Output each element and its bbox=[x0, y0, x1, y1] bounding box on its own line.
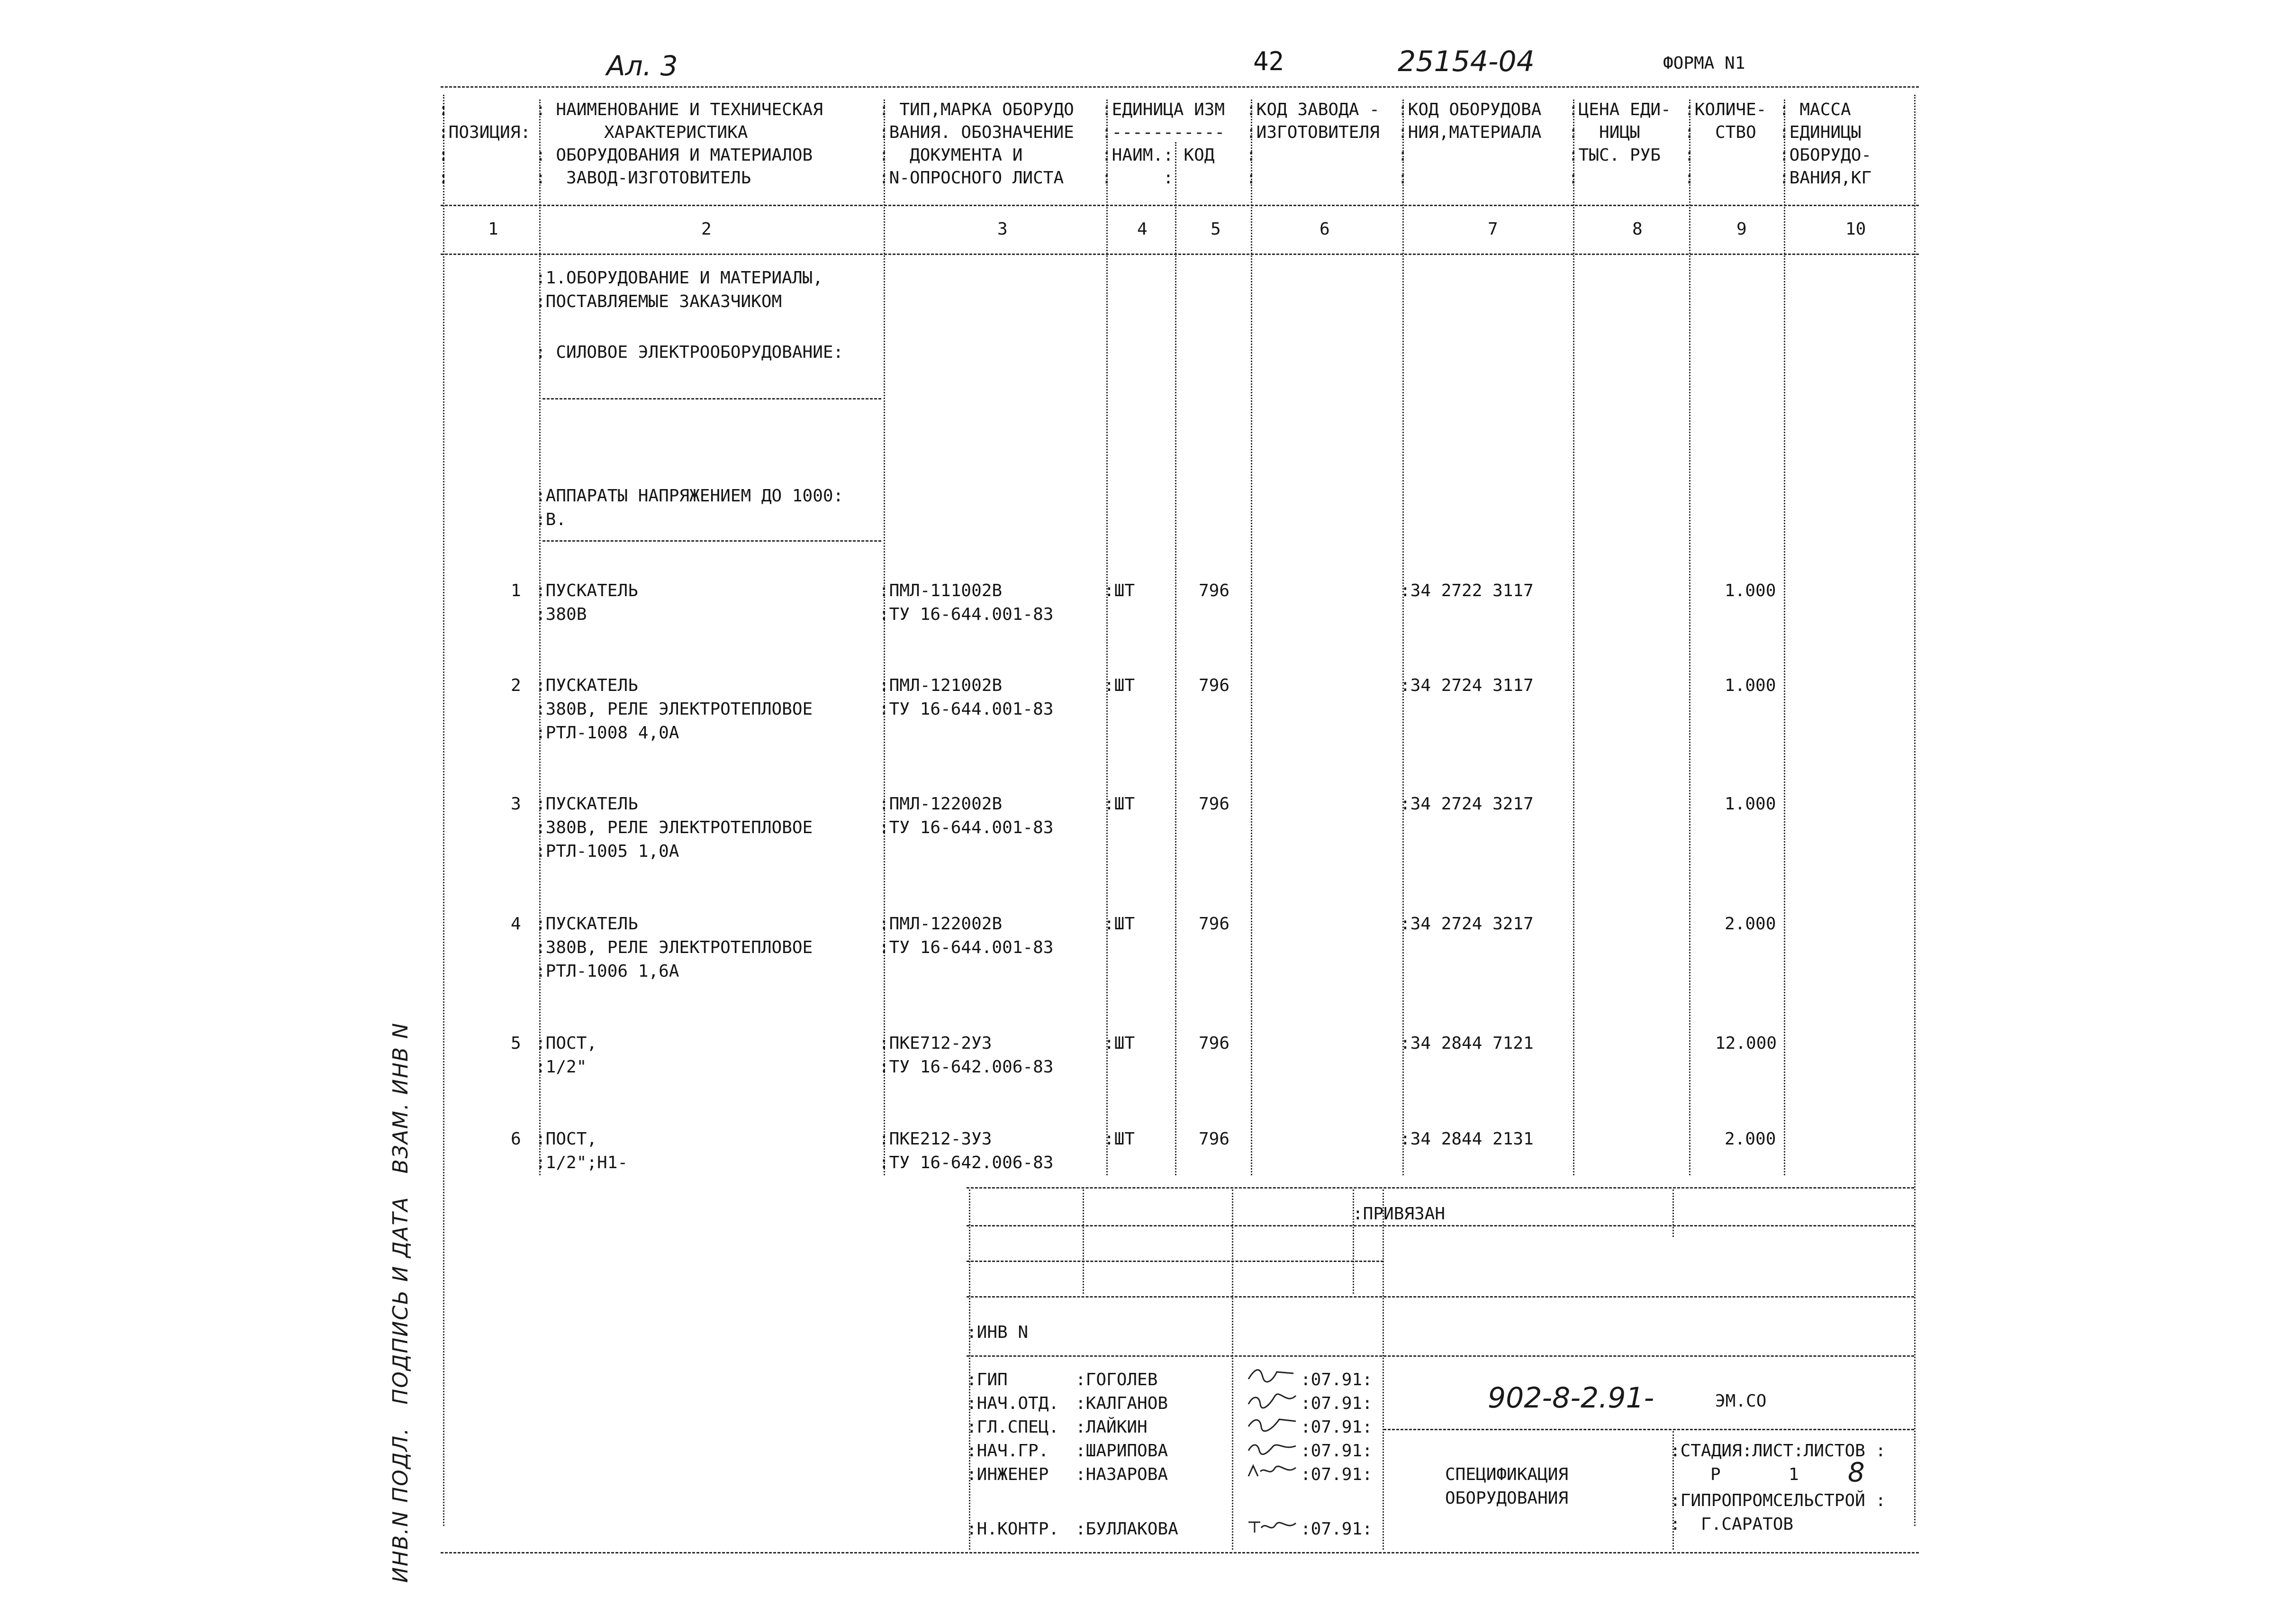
project-designation: 902-8-2.91- bbox=[1488, 1381, 1654, 1415]
col7-header-line: :КОД ОБОРУДОВА bbox=[1398, 100, 1542, 119]
cell-quantity: 2.000 bbox=[1725, 1129, 1776, 1149]
cell-type: :ПКЕ212-3У3 bbox=[879, 1129, 992, 1149]
cell-quantity: 1.000 bbox=[1725, 676, 1776, 695]
col10-header-line: :ВАНИЯ,КГ bbox=[1779, 168, 1872, 188]
cell-name: :380В, РЕЛЕ ЭЛЕКТРОТЕПЛОВОЕ bbox=[535, 938, 813, 957]
col2-header-line: : ЗАВОД-ИЗГОТОВИТЕЛЬ bbox=[535, 168, 751, 188]
col-num: 5 bbox=[1211, 219, 1221, 239]
cell-name: :ПУСКАТЕЛЬ bbox=[535, 794, 638, 814]
document-title: ОБОРУДОВАНИЯ bbox=[1445, 1489, 1569, 1508]
col4-header-line: : : bbox=[1102, 168, 1174, 188]
sheets-value: 8 bbox=[1848, 1457, 1865, 1488]
col2-header-line: : НАИМЕНОВАНИЕ И ТЕХНИЧЕСКАЯ bbox=[535, 100, 823, 119]
signature-mark bbox=[1246, 1438, 1298, 1457]
top-rule bbox=[441, 86, 1919, 88]
signature-mark bbox=[1246, 1391, 1298, 1410]
stamp-rule bbox=[1383, 1429, 1914, 1430]
attached-label: :ПРИВЯЗАН bbox=[1353, 1204, 1446, 1224]
cell-name: :380В bbox=[535, 605, 587, 624]
sign-date: :07.91: bbox=[1301, 1417, 1373, 1437]
col3-header-line: :ВАНИЯ. ОБОЗНАЧЕНИЕ bbox=[879, 123, 1074, 142]
project-designation-suffix: ЭМ.СО bbox=[1715, 1391, 1767, 1411]
col-num: 6 bbox=[1320, 219, 1330, 239]
col-num: 10 bbox=[1845, 219, 1866, 239]
col8-header-line: : НИЦЫ bbox=[1568, 123, 1640, 142]
cell-type: :ТУ 16-644.001-83 bbox=[879, 938, 1054, 957]
cell-name: :380В, РЕЛЕ ЭЛЕКТРОТЕПЛОВОЕ bbox=[535, 699, 813, 719]
col-sep bbox=[1784, 100, 1785, 1175]
document-title: СПЕЦИФИКАЦИЯ bbox=[1445, 1465, 1569, 1484]
inventory-label: :ИНВ N bbox=[967, 1323, 1029, 1342]
cell-unit-code: 796 bbox=[1199, 581, 1230, 600]
signature-mark bbox=[1246, 1462, 1298, 1481]
col3-header-line: : ДОКУМЕНТА И bbox=[879, 145, 1023, 165]
col-sep bbox=[1573, 100, 1574, 1175]
role-label: :Н.КОНТР. bbox=[967, 1519, 1059, 1539]
sign-date: :07.91: bbox=[1301, 1519, 1373, 1539]
col-num: 7 bbox=[1488, 219, 1498, 239]
section-rule bbox=[542, 398, 881, 400]
role-label: :ИНЖЕНЕР bbox=[967, 1465, 1049, 1484]
cell-unit-code: 796 bbox=[1199, 794, 1230, 814]
cell-type: :ТУ 16-642.006-83 bbox=[879, 1153, 1054, 1172]
stamp-sep bbox=[1232, 1189, 1233, 1550]
col2-header-line: : ОБОРУДОВАНИЯ И МАТЕРИАЛОВ bbox=[535, 145, 813, 165]
city: : Г.САРАТОВ bbox=[1670, 1515, 1794, 1534]
cell-type: :ТУ 16-644.001-83 bbox=[879, 818, 1054, 837]
cell-name: :РТЛ-1005 1,0А bbox=[535, 842, 679, 861]
album-label: Ал. 3 bbox=[606, 50, 678, 82]
cell-name: :ПУСКАТЕЛЬ bbox=[535, 581, 638, 600]
cell-equip-code: :34 2724 3217 bbox=[1400, 914, 1534, 934]
cell-equip-code: :34 2722 3117 bbox=[1400, 581, 1534, 600]
col4-header-line: :ЕДИНИЦА ИЗМ bbox=[1102, 100, 1225, 119]
cell-name: :ПОСТ, bbox=[535, 1034, 597, 1053]
col4-header-line: :НАИМ.: КОД bbox=[1102, 145, 1215, 165]
col-num: 4 bbox=[1137, 219, 1148, 239]
cell-unit-code: 796 bbox=[1199, 676, 1230, 695]
stamp-sep bbox=[1083, 1189, 1084, 1294]
role-label: :ГЛ.СПЕЦ. bbox=[967, 1417, 1059, 1437]
stamp-rule bbox=[967, 1355, 1914, 1357]
col3-header-line: :N-ОПРОСНОГО ЛИСТА bbox=[879, 168, 1064, 188]
cell-position: 4 bbox=[511, 914, 521, 934]
cell-quantity: 1.000 bbox=[1725, 581, 1776, 600]
cell-name: :1/2" bbox=[535, 1057, 587, 1077]
col-num: 2 bbox=[701, 219, 712, 239]
col7-header-line: : bbox=[1398, 168, 1408, 188]
sign-date: :07.91: bbox=[1301, 1465, 1373, 1484]
cell-type: :ТУ 16-642.006-83 bbox=[879, 1057, 1054, 1077]
signature-mark bbox=[1246, 1365, 1298, 1384]
col1-header-line: : bbox=[438, 145, 449, 165]
col-sep bbox=[539, 100, 541, 1175]
col1-header-line: : bbox=[438, 100, 449, 119]
cell-name: :РТЛ-1006 1,6А bbox=[535, 962, 679, 981]
section-title: :ПОСТАВЛЯЕМЫЕ ЗАКАЗЧИКОМ bbox=[535, 292, 782, 311]
side-stamp-text: ИНВ.N ПОДЛ. ПОДПИСЬ И ДАТА ВЗАМ. ИНВ N bbox=[389, 1022, 413, 1583]
cell-type: :ТУ 16-644.001-83 bbox=[879, 605, 1054, 624]
cell-unit-code: 796 bbox=[1199, 914, 1230, 934]
sign-date: :07.91: bbox=[1301, 1441, 1373, 1461]
col6-header-line: : bbox=[1246, 145, 1256, 165]
cell-position: 6 bbox=[511, 1129, 521, 1149]
cell-name: :ПУСКАТЕЛЬ bbox=[535, 914, 638, 934]
col-sep bbox=[1689, 100, 1690, 1175]
col9-header-line: : СТВО bbox=[1684, 123, 1756, 142]
section-rule bbox=[542, 540, 881, 542]
person-name: :ШАРИПОВА bbox=[1076, 1441, 1168, 1461]
cell-position: 3 bbox=[511, 794, 521, 814]
right-border bbox=[1914, 95, 1916, 1526]
col8-header-line: :ЦЕНА ЕДИ- bbox=[1568, 100, 1671, 119]
role-label: :НАЧ.ГР. bbox=[967, 1441, 1049, 1461]
col-num: 9 bbox=[1736, 219, 1747, 239]
stage-value: Р bbox=[1710, 1465, 1721, 1484]
col-num: 8 bbox=[1632, 219, 1643, 239]
section-title: :В. bbox=[535, 510, 567, 529]
colnum-rule bbox=[441, 254, 1919, 255]
col9-header-line: :КОЛИЧЕ- bbox=[1684, 100, 1767, 119]
person-name: :КАЛГАНОВ bbox=[1076, 1394, 1168, 1413]
stamp-rule bbox=[967, 1296, 1914, 1298]
col9-header-line: : bbox=[1684, 168, 1695, 188]
col4-header-line: :----------- bbox=[1102, 123, 1225, 142]
signature-mark bbox=[1246, 1415, 1298, 1434]
cell-unit: :ШТ bbox=[1104, 914, 1135, 934]
col-num: 1 bbox=[488, 219, 498, 239]
col-sep bbox=[1175, 142, 1176, 1175]
sign-date: :07.91: bbox=[1301, 1370, 1373, 1389]
cell-name: :ПОСТ, bbox=[535, 1129, 597, 1149]
cell-equip-code: :34 2844 7121 bbox=[1400, 1034, 1534, 1053]
stamp-rule bbox=[967, 1187, 1914, 1189]
cell-name: :РТЛ-1008 4,0А bbox=[535, 723, 679, 743]
sign-date: :07.91: bbox=[1301, 1394, 1373, 1413]
col-sep bbox=[884, 100, 885, 1175]
person-name: :ГОГОЛЕВ bbox=[1076, 1370, 1158, 1389]
col8-header-line: :ТЫС. РУБ bbox=[1568, 145, 1661, 165]
person-name: :НАЗАРОВА bbox=[1076, 1465, 1168, 1484]
cell-type: :ПМЛ-122002В bbox=[879, 794, 1003, 814]
cell-unit-code: 796 bbox=[1199, 1129, 1230, 1149]
organization: :ГИПРОПРОМСЕЛЬСТРОЙ : bbox=[1670, 1491, 1886, 1510]
section-title: :АППАРАТЫ НАПРЯЖЕНИЕМ ДО 1000: bbox=[535, 486, 844, 506]
col-num: 3 bbox=[997, 219, 1008, 239]
col10-header-line: : МАССА bbox=[1779, 100, 1851, 119]
stamp-sep bbox=[1672, 1189, 1674, 1237]
cell-name: :1/2";Н1- bbox=[535, 1153, 628, 1172]
cell-unit: :ШТ bbox=[1104, 676, 1135, 695]
stamp-rule bbox=[967, 1225, 1914, 1226]
col6-header-line: :ИЗГОТОВИТЕЛЯ bbox=[1246, 123, 1380, 142]
bottom-rule bbox=[441, 1552, 1919, 1553]
cell-equip-code: :34 2844 2131 bbox=[1400, 1129, 1534, 1149]
cell-type: :ТУ 16-644.001-83 bbox=[879, 699, 1054, 719]
col7-header-line: : bbox=[1398, 145, 1408, 165]
role-label: :ГИП bbox=[967, 1370, 1008, 1389]
left-border bbox=[443, 95, 444, 1526]
col7-header-line: :НИЯ,МАТЕРИАЛА bbox=[1398, 123, 1542, 142]
col6-header-line: :КОД ЗАВОДА - bbox=[1246, 100, 1380, 119]
cell-unit: :ШТ bbox=[1104, 581, 1135, 600]
header-rule bbox=[441, 205, 1919, 206]
stamp-rule bbox=[967, 1261, 1383, 1262]
col1-header-line: :ПОЗИЦИЯ: bbox=[438, 123, 531, 142]
cell-unit: :ШТ bbox=[1104, 1034, 1135, 1053]
cell-type: :ПМЛ-122002В bbox=[879, 914, 1003, 934]
col2-header-line: ХАРАКТЕРИСТИКА bbox=[604, 123, 748, 142]
cell-position: 1 bbox=[511, 581, 521, 600]
stage-header: :СТАДИЯ:ЛИСТ:ЛИСТОВ : bbox=[1670, 1441, 1886, 1461]
stamp-sep bbox=[1383, 1189, 1384, 1550]
cell-quantity: 2.000 bbox=[1725, 914, 1776, 934]
signature-mark bbox=[1246, 1516, 1298, 1535]
cell-position: 5 bbox=[511, 1034, 521, 1053]
col8-header-line: : bbox=[1568, 168, 1579, 188]
col3-header-line: : ТИП,МАРКА ОБОРУДО bbox=[879, 100, 1074, 119]
cell-unit: :ШТ bbox=[1104, 1129, 1135, 1149]
col9-header-line: : bbox=[1684, 145, 1695, 165]
cell-type: :ПМЛ-111002В bbox=[879, 581, 1003, 600]
col10-header-line: :ОБОРУДО- bbox=[1779, 145, 1872, 165]
col-sep bbox=[1106, 100, 1108, 1175]
cell-name: :ПУСКАТЕЛЬ bbox=[535, 676, 638, 695]
cell-equip-code: :34 2724 3117 bbox=[1400, 676, 1534, 695]
col-sep bbox=[1402, 100, 1404, 1175]
section-title: : СИЛОВОЕ ЭЛЕКТРООБОРУДОВАНИЕ: bbox=[535, 343, 844, 362]
col1-header-line: : bbox=[438, 168, 449, 188]
cell-name: :380В, РЕЛЕ ЭЛЕКТРОТЕПЛОВОЕ bbox=[535, 818, 813, 837]
sheet-value: 1 bbox=[1789, 1465, 1799, 1484]
doc-number: 25154-04 bbox=[1398, 45, 1535, 78]
col10-header-line: :ЕДИНИЦЫ bbox=[1779, 123, 1862, 142]
col6-header-line: : bbox=[1246, 168, 1256, 188]
cell-position: 2 bbox=[511, 676, 521, 695]
cell-quantity: 12.000 bbox=[1715, 1034, 1777, 1053]
cell-type: :ПКЕ712-2У3 bbox=[879, 1034, 992, 1053]
cell-equip-code: :34 2724 3217 bbox=[1400, 794, 1534, 814]
col-sep bbox=[1251, 100, 1252, 1175]
section-title: :1.ОБОРУДОВАНИЕ И МАТЕРИАЛЫ, bbox=[535, 268, 823, 288]
cell-type: :ПМЛ-121002В bbox=[879, 676, 1003, 695]
person-name: :ЛАЙКИН bbox=[1076, 1417, 1148, 1437]
form-label: ФОРМА N1 bbox=[1663, 54, 1745, 73]
cell-unit: :ШТ bbox=[1104, 794, 1135, 814]
cell-unit-code: 796 bbox=[1199, 1034, 1230, 1053]
page-number: 42 bbox=[1253, 46, 1284, 76]
person-name: :БУЛЛАКОВА bbox=[1076, 1519, 1178, 1539]
role-label: :НАЧ.ОТД. bbox=[967, 1394, 1059, 1413]
cell-quantity: 1.000 bbox=[1725, 794, 1776, 814]
